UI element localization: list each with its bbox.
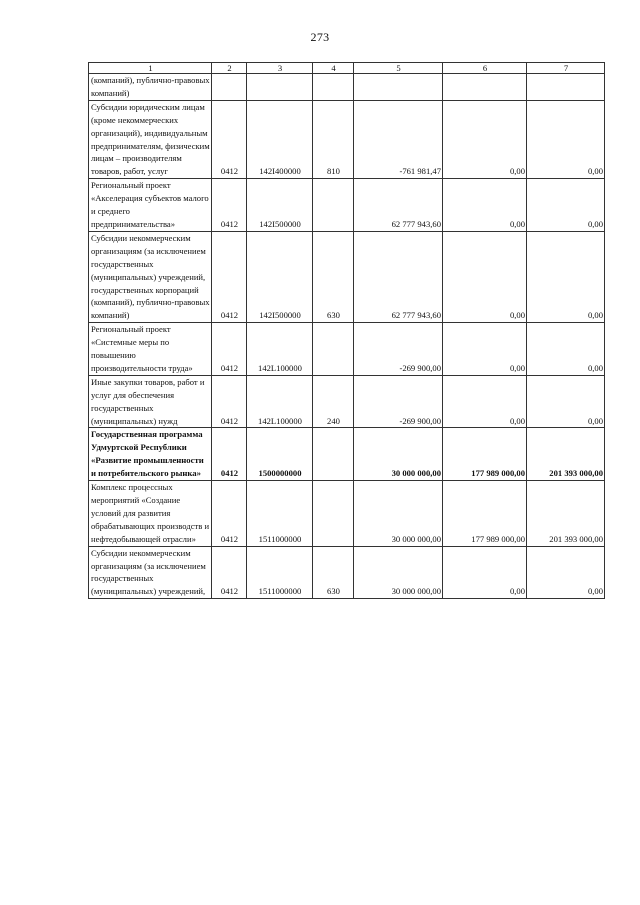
target-code-cell: 1511000000 bbox=[247, 481, 313, 547]
table-row bbox=[89, 375, 605, 428]
section-code-cell: 0412 bbox=[212, 375, 247, 428]
page-number: 273 bbox=[310, 30, 330, 44]
table-row bbox=[89, 74, 605, 101]
item-name-cell: Государственная программа Удмуртской Республики «Развитие промышленности и потребительского рынка» bbox=[89, 428, 212, 481]
expense-type-cell bbox=[313, 179, 354, 232]
amount-col6-cell: 177 989 000,00 bbox=[443, 428, 527, 481]
item-name-cell: Субсидии юридическим лицам (кроме некоммерческих организаций), индивидуальным предпринимателям, физическим лицам – производителям товаров, работ, услуг bbox=[89, 100, 212, 178]
column-header: 7 bbox=[527, 63, 605, 74]
amount-col5-cell: 30 000 000,00 bbox=[354, 546, 443, 599]
target-code-cell: 142L100000 bbox=[247, 375, 313, 428]
table-row bbox=[89, 100, 605, 178]
item-name-cell: Субсидии некоммерческим организациям (за исключением государственных (муниципальных) учреждений, bbox=[89, 546, 212, 599]
amount-col5-cell bbox=[354, 74, 443, 101]
expense-type-cell bbox=[313, 323, 354, 376]
expense-type-cell: 630 bbox=[313, 231, 354, 322]
expense-type-cell: 630 bbox=[313, 546, 354, 599]
section-code-cell: 0412 bbox=[212, 231, 247, 322]
amount-col7-cell: 0,00 bbox=[527, 179, 605, 232]
column-header: 3 bbox=[247, 63, 313, 74]
amount-col6-cell bbox=[443, 74, 527, 101]
target-code-cell: 142L100000 bbox=[247, 323, 313, 376]
column-header: 2 bbox=[212, 63, 247, 74]
amount-col6-cell: 0,00 bbox=[443, 546, 527, 599]
expense-type-cell: 240 bbox=[313, 375, 354, 428]
section-code-cell: 0412 bbox=[212, 179, 247, 232]
table-row bbox=[89, 323, 605, 376]
amount-col7-cell: 0,00 bbox=[527, 375, 605, 428]
column-header: 5 bbox=[354, 63, 443, 74]
section-code-cell: 0412 bbox=[212, 428, 247, 481]
expense-type-cell bbox=[313, 481, 354, 547]
amount-col6-cell: 0,00 bbox=[443, 375, 527, 428]
item-name-cell: (компаний), публично-правовых компаний) bbox=[89, 74, 212, 101]
amount-col7-cell: 0,00 bbox=[527, 546, 605, 599]
table-row bbox=[89, 231, 605, 322]
amount-col5-cell: 62 777 943,60 bbox=[354, 179, 443, 232]
amount-col6-cell: 0,00 bbox=[443, 323, 527, 376]
table-row bbox=[89, 179, 605, 232]
column-header: 1 bbox=[89, 63, 212, 74]
table-header-row bbox=[89, 63, 605, 74]
amount-col7-cell bbox=[527, 74, 605, 101]
target-code-cell: 142I500000 bbox=[247, 179, 313, 232]
amount-col7-cell: 0,00 bbox=[527, 100, 605, 178]
item-name-cell: Иные закупки товаров, работ и услуг для обеспечения государственных (муниципальных) нужд bbox=[89, 375, 212, 428]
column-header: 6 bbox=[443, 63, 527, 74]
amount-col5-cell: 30 000 000,00 bbox=[354, 481, 443, 547]
amount-col7-cell: 201 393 000,00 bbox=[527, 428, 605, 481]
section-code-cell bbox=[212, 74, 247, 101]
amount-col5-cell: 62 777 943,60 bbox=[354, 231, 443, 322]
target-code-cell bbox=[247, 74, 313, 101]
expense-type-cell bbox=[313, 428, 354, 481]
amount-col6-cell: 177 989 000,00 bbox=[443, 481, 527, 547]
amount-col5-cell: 30 000 000,00 bbox=[354, 428, 443, 481]
section-code-cell: 0412 bbox=[212, 100, 247, 178]
amount-col6-cell: 0,00 bbox=[443, 179, 527, 232]
section-code-cell: 0412 bbox=[212, 323, 247, 376]
table-row-program bbox=[89, 428, 605, 481]
expense-type-cell: 810 bbox=[313, 100, 354, 178]
section-code-cell: 0412 bbox=[212, 546, 247, 599]
item-name-cell: Комплекс процессных мероприятий «Создание условий для развития обрабатывающих производств и нефтедобывающей отрасли» bbox=[89, 481, 212, 547]
table-row bbox=[89, 546, 605, 599]
item-name-cell: Субсидии некоммерческим организациям (за исключением государственных (муниципальных) учреждений, государственных корпораций (компаний), публично-правовых компаний) bbox=[89, 231, 212, 322]
column-header: 4 bbox=[313, 63, 354, 74]
amount-col5-cell: -269 900,00 bbox=[354, 323, 443, 376]
amount-col7-cell: 0,00 bbox=[527, 231, 605, 322]
target-code-cell: 142I500000 bbox=[247, 231, 313, 322]
item-name-cell: Региональный проект «Акселерация субъектов малого и среднего предпринимательства» bbox=[89, 179, 212, 232]
amount-col7-cell: 0,00 bbox=[527, 323, 605, 376]
target-code-cell: 142I400000 bbox=[247, 100, 313, 178]
item-name-cell: Региональный проект «Системные меры по повышению производительности труда» bbox=[89, 323, 212, 376]
target-code-cell: 1500000000 bbox=[247, 428, 313, 481]
budget-table bbox=[88, 62, 605, 599]
amount-col6-cell: 0,00 bbox=[443, 100, 527, 178]
amount-col5-cell: -269 900,00 bbox=[354, 375, 443, 428]
table-row bbox=[89, 481, 605, 547]
expense-type-cell bbox=[313, 74, 354, 101]
section-code-cell: 0412 bbox=[212, 481, 247, 547]
amount-col5-cell: -761 981,47 bbox=[354, 100, 443, 178]
target-code-cell: 1511000000 bbox=[247, 546, 313, 599]
amount-col7-cell: 201 393 000,00 bbox=[527, 481, 605, 547]
amount-col6-cell: 0,00 bbox=[443, 231, 527, 322]
